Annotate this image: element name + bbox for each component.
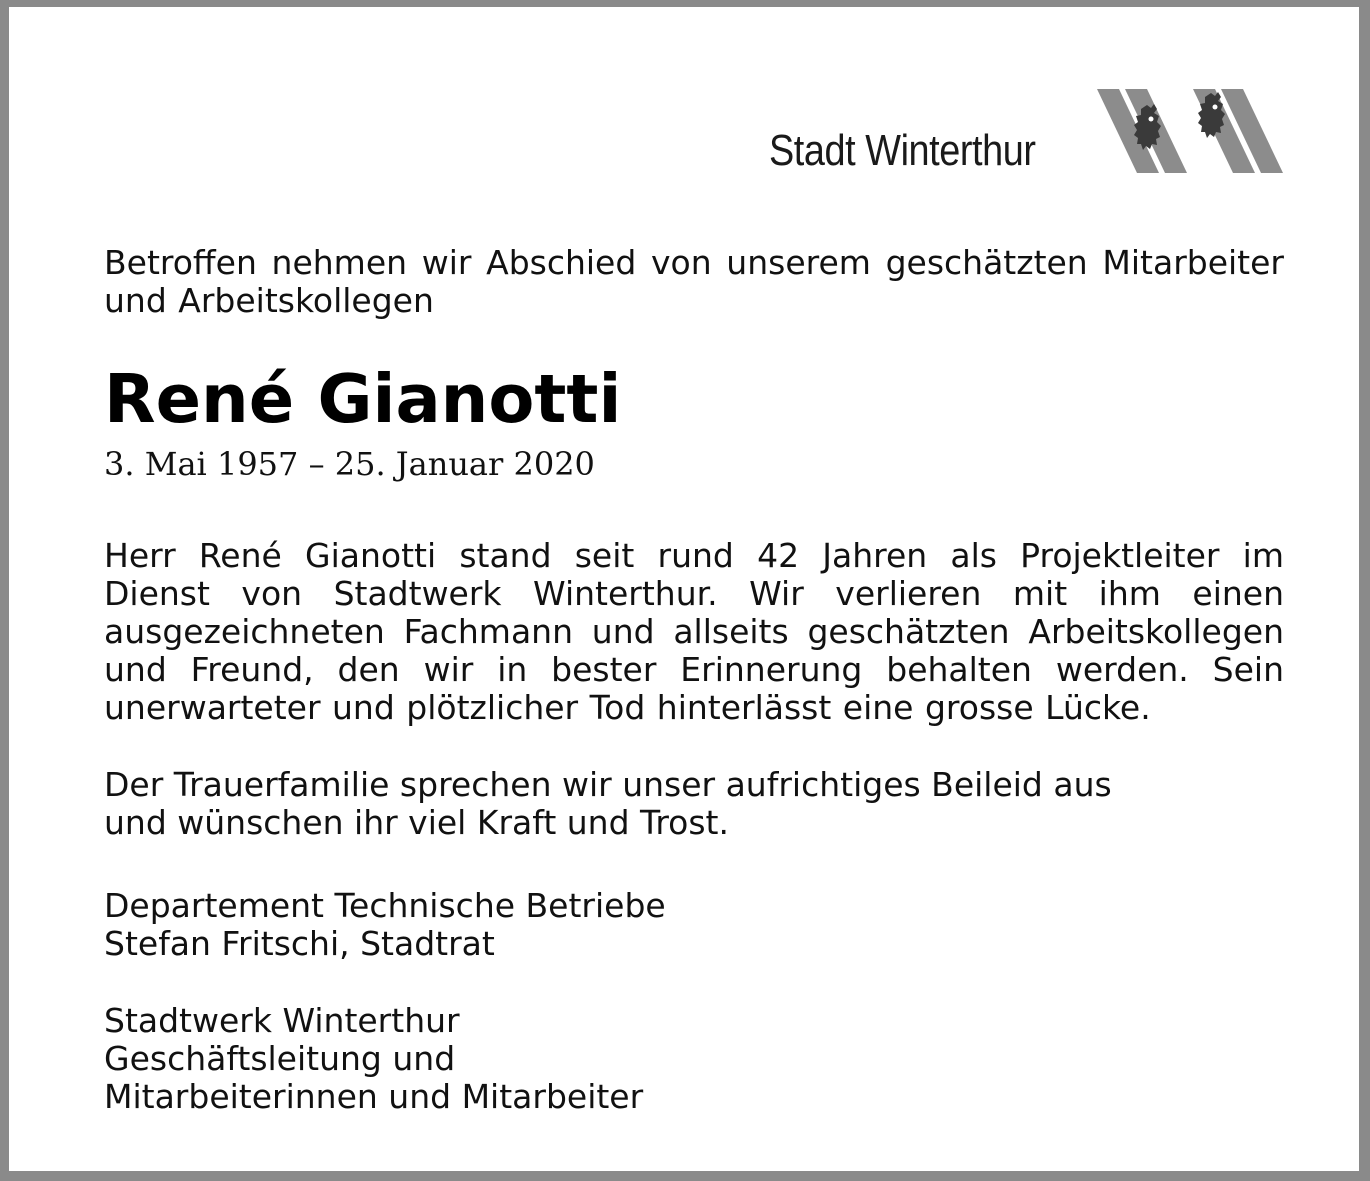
signature-1-line-2: Stefan Fritschi, Stadtrat (104, 924, 495, 963)
signature-block-1 (104, 887, 1284, 963)
logo-text: Stadt Winterthur (769, 126, 1036, 175)
intro-text: Betroffen nehmen wir Abschied von unserem geschätzten Mitarbeiter und Arbeitskollegen (104, 243, 1284, 320)
signature-block-2 (104, 1002, 1284, 1116)
life-dates: 3. Mai 1957 – 25. Januar 2020 (104, 445, 595, 483)
body-paragraph-1: Herr René Gianotti stand seit rund 42 Jahren als Projektleiter im Dienst von Stadtwerk Winterthur. Wir verlieren mit ihm einen ausgezeichneten Fachmann und allseits geschätzten Arbeitskollegen und Freund, den wir in bester Erinnerung behalten werden. Sein unerwarteter und plötzlicher Tod hinterlässt eine grosse Lücke. (104, 536, 1284, 727)
deceased-name: René Gianotti (104, 360, 622, 438)
stadt-winterthur-logo (769, 89, 1289, 175)
body-paragraph-2: Der Trauerfamilie sprechen wir unser aufrichtiges Beileid aus und wünschen ihr viel Kraft und Trost. (104, 765, 1112, 842)
signature-2-line-3: Mitarbeiterinnen und Mitarbeiter (104, 1077, 644, 1116)
winterthur-coat-of-arms-icon (1097, 89, 1287, 173)
signature-2-line-1: Stadtwerk Winterthur (104, 1001, 460, 1040)
signature-1-line-1: Departement Technische Betriebe (104, 886, 666, 925)
signature-2-line-2: Geschäftsleitung und (104, 1039, 456, 1078)
